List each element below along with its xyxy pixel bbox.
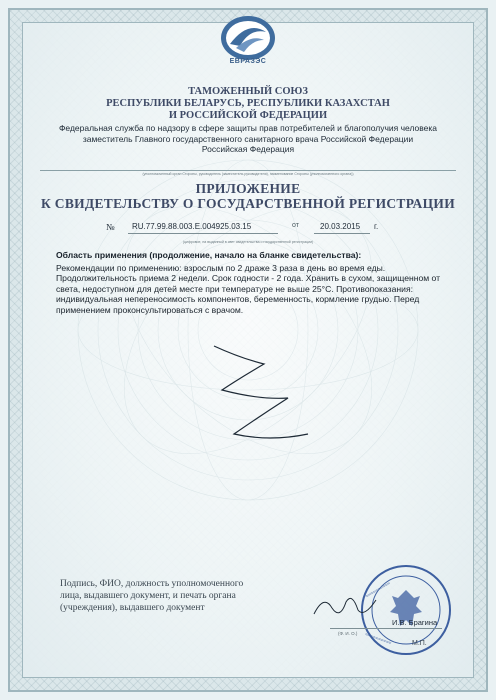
application-body bbox=[56, 250, 442, 316]
footer-line-2: лица, выдавшего документ, и печать органа bbox=[60, 591, 236, 601]
date-underline bbox=[314, 233, 370, 234]
header-line-1: ТАМОЖЕННЫЙ СОЮЗ bbox=[188, 86, 308, 97]
registration-caption: (цифровое, на выданный в свет свидетельства о государственной регистрации) bbox=[182, 240, 314, 244]
z-stroke-signature-icon bbox=[200, 338, 320, 458]
svg-text:≈≈≈≈≈≈≈≈≈≈: ≈≈≈≈≈≈≈≈≈≈ bbox=[364, 580, 392, 600]
signature-scribble-icon bbox=[310, 590, 380, 620]
number-label: № bbox=[106, 222, 115, 232]
header-line-2: РЕСПУБЛИКИ БЕЛАРУСЬ, РЕСПУБЛИКИ КАЗАХСТАН bbox=[106, 98, 390, 109]
from-label: от bbox=[292, 222, 299, 229]
union-header bbox=[40, 86, 456, 122]
signatory-underline bbox=[330, 628, 442, 629]
authority-line-2: заместитель Главного государственного санитарного врача Российской Федерации bbox=[82, 133, 414, 144]
stamp-label: М.П. bbox=[412, 640, 427, 647]
signatory-name: И.В. Брагина bbox=[392, 618, 438, 627]
number-underline bbox=[128, 233, 278, 234]
title-line-1: ПРИЛОЖЕНИЕ bbox=[195, 181, 301, 196]
signature-block-text bbox=[60, 578, 300, 614]
application-text: Рекомендации по применению: взрослым по 2 драже 3 раза в день во время еды. Продолжительность приема 2 недели. Срок годности - 2 года. Хранить в сухом, защищенном от света, недоступном для детей месте при температуре не выше 25°С. Противопоказания: индивидуальная непереносимость компонентов, беременность, кормление грудью. Перед применением проконсультироваться с врачом. bbox=[56, 262, 441, 315]
svg-text:≈≈≈≈≈≈≈≈≈≈: ≈≈≈≈≈≈≈≈≈≈ bbox=[364, 631, 392, 647]
authority-line-3: Российская Федерация bbox=[201, 144, 295, 154]
emblem-label: ЕВРАЗЭС bbox=[229, 58, 267, 65]
footer-line-3: (учреждения), выдавшего документ bbox=[60, 603, 205, 613]
authority-caption: (уполномоченный орган Стороны, руководитель (заместитель руководителя), наименование Стороны (уполномоченного органа)) bbox=[142, 172, 354, 176]
registration-number: RU.77.99.88.003.E.004925.03.15 bbox=[132, 222, 252, 231]
application-area-title: Область применения (продолжение, начало на бланке свидетельства): bbox=[56, 250, 362, 260]
document-title bbox=[40, 181, 456, 211]
year-suffix: г. bbox=[374, 222, 379, 231]
authority-line-1: Федеральная служба по надзору в сфере защиты прав потребителей и благополучия человека bbox=[58, 123, 438, 133]
signatory-caption: (Ф. И. О.) bbox=[338, 631, 358, 636]
authority-underline bbox=[40, 170, 456, 171]
issuing-authority bbox=[50, 123, 446, 155]
title-line-2: К СВИДЕТЕЛЬСТВУ О ГОСУДАРСТВЕННОЙ РЕГИСТРАЦИИ bbox=[41, 196, 455, 211]
registration-date: 20.03.2015 bbox=[320, 222, 361, 231]
registration-row bbox=[100, 222, 400, 236]
header-line-3: И РОССИЙСКОЙ ФЕДЕРАЦИИ bbox=[168, 110, 328, 121]
footer-line-1: Подпись, ФИО, должность уполномоченного bbox=[60, 579, 244, 589]
